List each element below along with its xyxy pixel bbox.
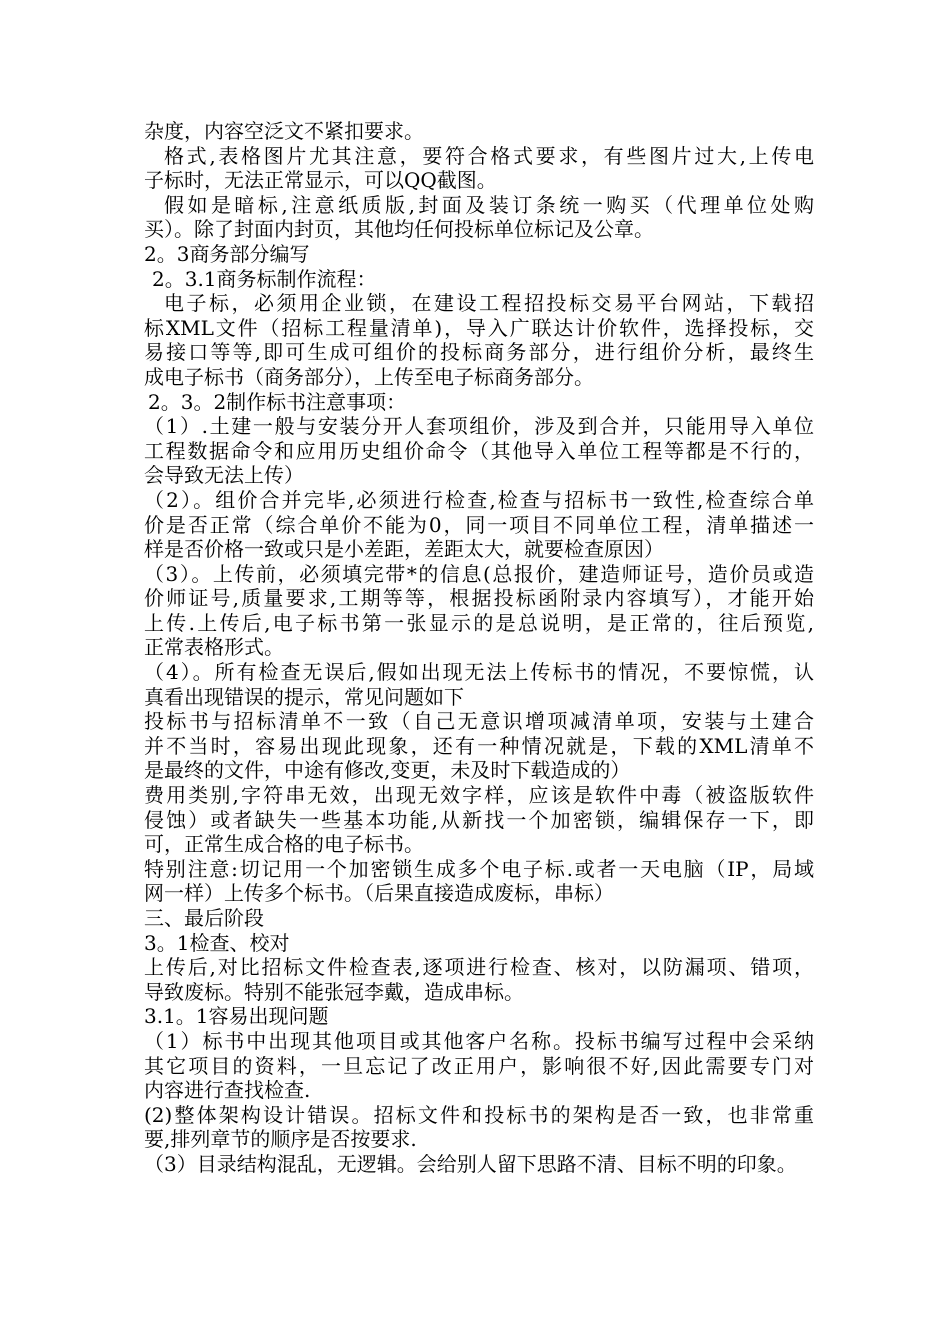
text-line: 可，正常生成合格的电子标书。 (144, 832, 424, 857)
document-page (144, 119, 814, 1177)
text-line: 价师证号,质量要求,工期等等，根据投标函附录内容填写），才能开始 (144, 586, 814, 611)
text-line: 上传后,对比招标文件检查表,逐项进行检查、核对，以防漏项、错项， (144, 955, 814, 980)
text-line: （3）目录结构混乱，无逻辑。会给别人留下思路不清、目标不明的印象。 (144, 1151, 797, 1176)
text-line: （1）.土建一般与安装分开人套项组价，涉及到合并，只能用导入单位 (144, 414, 814, 439)
text-line: （3）。上传前，必须填完带*的信息(总报价，建造师证号，造价员或造 (144, 561, 814, 586)
text-line: 2。3。2制作标书注意事项： (148, 389, 407, 414)
text-line: 是最终的文件，中途有修改,变更，未及时下载造成的） (144, 758, 631, 783)
text-line: 2。3.1商务标制作流程： (152, 266, 377, 291)
text-line: 价是否正常（综合单价不能为0，同一项目不同单位工程，清单描述一 (144, 512, 814, 537)
text-line: (2)整体架构设计错误。招标文件和投标书的架构是否一致，也非常重 (144, 1102, 814, 1127)
text-line: 2。3商务部分编写 (144, 241, 310, 266)
text-line: 上传.上传后,电子标书第一张显示的是总说明，是正常的，往后预览, (144, 610, 814, 635)
text-line: 投标书与招标清单不一致（自己无意识增项减清单项，安装与土建合 (144, 709, 814, 734)
text-line: 要,排列章节的顺序是否按要求. (144, 1127, 417, 1152)
text-line: 买）。除了封面内封页，其他均任何投标单位标记及公章。 (144, 217, 654, 242)
text-line: 特别注意:切记用一个加密锁生成多个电子标.或者一天电脑（IP，局域 (144, 856, 814, 881)
text-line: 并不当时，容易出现此现象，还有一种情况就是，下载的XML清单不 (144, 733, 814, 758)
text-line: 子标时，无法正常显示，可以QQ截图。 (144, 168, 497, 193)
text-line: 会导致无法上传） (144, 463, 304, 488)
text-line: 标XML文件（招标工程量清单)，导入广联达计价软件，选择投标，交 (144, 315, 814, 340)
text-line: 侵蚀）或者缺失一些基本功能,从新找一个加密锁，编辑保存一下，即 (144, 807, 814, 832)
text-line: （4）。所有检查无误后,假如出现无法上传标书的情况，不要惊慌，认 (144, 660, 814, 685)
text-line: 三、最后阶段 (144, 906, 264, 930)
text-line: 内容进行查找检查. (144, 1078, 311, 1103)
text-line: 成电子标书（商务部分），上传至电子标商务部分。 (144, 364, 594, 389)
text-line: 3。1检查、校对 (144, 930, 290, 955)
text-line: （2）。组价合并完毕,必须进行检查,检查与招标书一致性,检查综合单 (144, 487, 814, 512)
text-line: 工程数据命令和应用历史组价命令（其他导入单位工程等都是不行的， (144, 438, 814, 463)
text-line: 杂度，内容空泛文不紧扣要求。 (144, 119, 424, 143)
text-line: 费用类别,字符串无效，出现无效字样，应该是软件中毒（被盗版软件 (144, 783, 814, 808)
text-line: 3.1。1容易出现问题 (144, 1004, 329, 1029)
text-line: 导致废标。特别不能张冠李戴，造成串标。 (144, 979, 524, 1004)
text-line: 假如是暗标,注意纸质版,封面及装订条统一购买（代理单位处购 (164, 192, 814, 217)
text-line: 网一样）上传多个标书。（后果直接造成废标，串标） (144, 881, 614, 906)
text-line: 正常表格形式。 (144, 635, 284, 660)
text-line: 样是否价格一致或只是小差距，差距太大，就要检查原因） (144, 537, 664, 562)
text-line: 易接口等等,即可生成可组价的投标商务部分，进行组价分析，最终生 (144, 340, 814, 365)
text-line: （1）标书中出现其他项目或其他客户名称。投标书编写过程中会采纳 (144, 1028, 814, 1053)
text-line: 其它项目的资料，一旦忘记了改正用户，影响很不好,因此需要专门对 (144, 1053, 814, 1078)
text-line: 电子标，必须用企业锁，在建设工程招投标交易平台网站，下载招 (164, 291, 814, 316)
text-line: 真看出现错误的提示，常见问题如下 (144, 684, 464, 709)
text-line: 格式,表格图片尤其注意，要符合格式要求，有些图片过大,上传电 (164, 143, 814, 168)
